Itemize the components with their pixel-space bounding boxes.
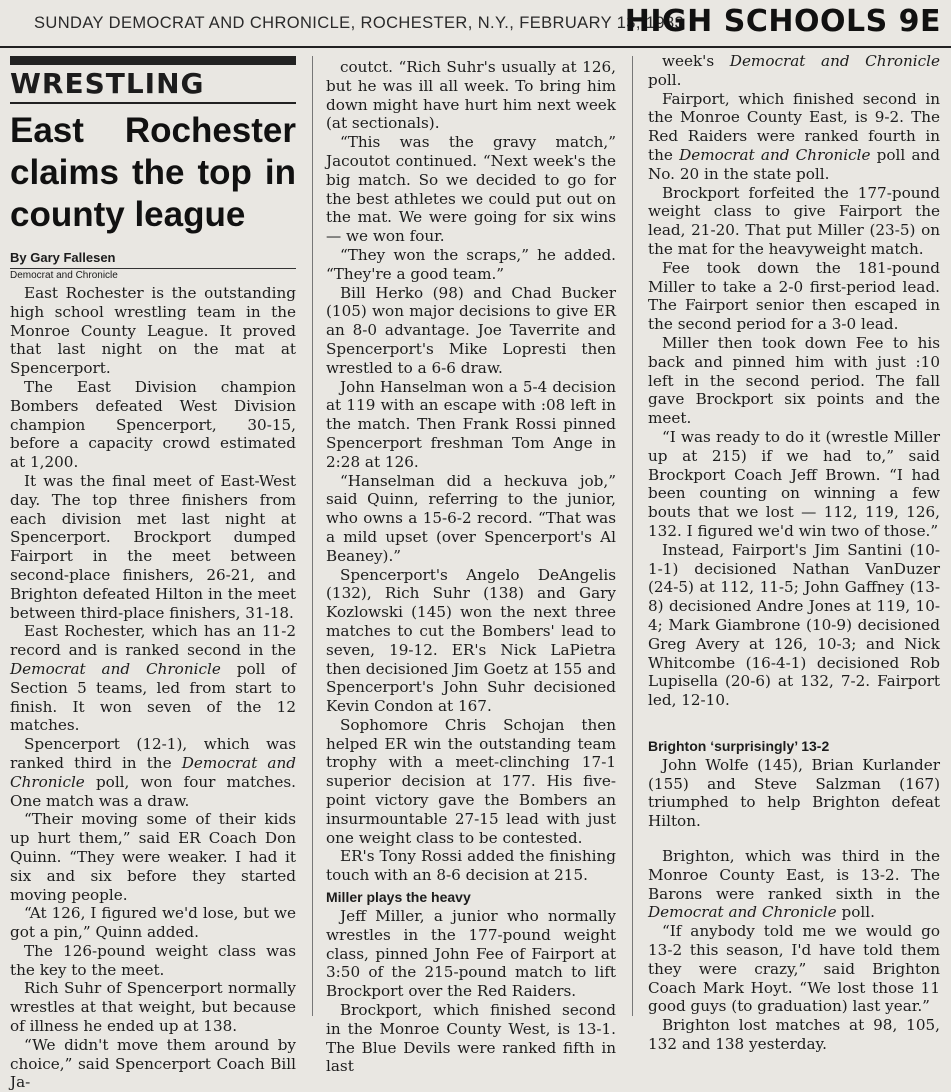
paragraph: John Hanselman won a 5-4 decision at 119 with an escape with :08 left in the match. Then Frank Rossi pinned Spencerport freshman Tom Ange in 2:28 at 126. xyxy=(326,377,616,471)
paragraph: “Hanselman did a heckuva job,” said Quinn, referring to the junior, who owns a 15-6-2 record. “That was a mild upset (over Spencerport's Al Beaney).” xyxy=(326,471,616,565)
kicker: WRESTLING xyxy=(10,68,296,104)
column-rule xyxy=(312,56,313,1016)
paragraph: “Their moving some of their kids up hurt them,” said ER Coach Don Quinn. “They were weaker. I had it six and six before they started moving people. xyxy=(10,810,296,904)
spacer xyxy=(648,831,940,847)
paragraphs xyxy=(648,756,940,831)
paragraph: John Wolfe (145), Brian Kurlander (155) and Steve Salzman (167) triumphed to help Brighton defeat Hilton. xyxy=(648,755,940,831)
paragraph: coutct. “Rich Suhr's usually at 126, but he was ill all week. To bring him down might have hurt him next week (at sectionals). xyxy=(326,58,616,133)
subhead-brighton: Brighton ‘surprisingly’ 13-2 xyxy=(648,737,830,754)
paragraphs xyxy=(648,847,940,1054)
paragraph: “They won the scraps,” he added. “They're a good team.” xyxy=(326,245,616,283)
paragraph: East Rochester, which has an 11-2 record and is ranked second in the Democrat and Chronicle poll of Section 5 teams, led from start to finish. It won seven of the 12 matches. xyxy=(10,622,296,735)
column-rule xyxy=(632,56,633,1016)
paragraph: It was the final meet of East-West day. The top three finishers from each division met last night at Spencerport. Brockport dumped Fairport in the meet between second-place finishers, 26-21, and Brighton defeated Hilton in the meet between third-place finishers, 31-18. xyxy=(10,471,296,622)
paragraph: Brockport forfeited the 177-pound weight class to give Fairport the lead, 21-20. That put Miller (23-5) on the mat for the heavyweight match. xyxy=(648,183,940,258)
paragraph: Jeff Miller, a junior who normally wrestles in the 177-pound weight class, pinned John Fee of Fairport at 3:50 of the 215-pound match to lift Brockport over the Red Raiders. xyxy=(326,907,616,1001)
paragraph: “I was ready to do it (wrestle Miller up at 215) if we had to,” said Brockport Coach Jeff Brown. “I had been counting on winning a few bouts that we lost — 112, 119, 126, 132. I figured we'd win two of those.” xyxy=(648,427,940,540)
paragraph: Brockport, which finished second in the Monroe County West, is 13-1. The Blue Devils were ranked fifth in last xyxy=(326,1001,616,1076)
dateline: SUNDAY DEMOCRAT AND CHRONICLE, ROCHESTER, N.Y., FEBRUARY 13, 1983 xyxy=(34,14,685,32)
paragraph: Miller then took down Fee to his back and pinned him with just :10 left in the second period. The fall gave Brockport six points and the meet. xyxy=(648,333,940,428)
paragraph: The 126-pound weight class was the key to the meet. xyxy=(10,941,296,979)
article-column-1 xyxy=(10,56,296,1092)
spacer xyxy=(648,710,940,734)
paragraphs xyxy=(648,52,940,710)
masthead xyxy=(0,0,951,48)
section-title: HIGH SCHOOLS 9E xyxy=(624,4,941,39)
paragraphs xyxy=(326,58,616,885)
subhead-miller: Miller plays the heavy xyxy=(326,889,471,906)
paragraph: Spencerport's Angelo DeAngelis (132), Rich Suhr (138) and Gary Kozlowski (145) won the next three matches to cut the Bombers' lead to seven, 19-12. ER's Nick LaPietra then decisioned Jim Goetz at 155 and Spencerport's John Suhr decisioned Kevin Condon at 167. xyxy=(326,565,616,716)
paragraph: “We didn't move them around by choice,” said Spencerport Coach Bill Ja- xyxy=(10,1035,296,1092)
byline-credit: Democrat and Chronicle xyxy=(10,268,296,282)
kicker-bar xyxy=(10,56,296,65)
paragraph: Instead, Fairport's Jim Santini (10-1-1) decisioned Nathan VanDuzer (24-5) at 112, 11-5; John Gaffney (13-8) decisioned Andre Jones at 119, 10-4; Mark Giambrone (10-9) decisioned Greg Avery at 126, 10-3; and Nick Whitcombe (16-4-1) decisioned Rob Lupisella (20-6) at 132, 7-2. Fairport led, 12-10. xyxy=(648,540,940,710)
paragraph: Sophomore Chris Schojan then helped ER win the outstanding team trophy with a meet-clinching 17-1 superior decision at 177. His five-point victory gave the Bombers an insurmountable 27-15 lead with just one weight class to be contested. xyxy=(326,715,616,847)
paragraph: ER's Tony Rossi added the finishing touch with an 8-6 decision at 215. xyxy=(326,847,616,885)
paragraph: Fee took down the 181-pound Miller to take a 2-0 first-period lead. The Fairport senior then escaped in the second period for a 3-0 lead. xyxy=(648,258,940,334)
paragraph: “If anybody told me we would go 13-2 this season, I'd have told them they were crazy,” said Brighton Coach Mark Hoyt. “We lost those 11 good guys (to graduation) last year.” xyxy=(648,922,940,1016)
paragraph: “At 126, I figured we'd lose, but we got a pin,” Quinn added. xyxy=(10,904,296,942)
paragraph: Fairport, which finished second in the Monroe County East, is 9-2. The Red Raiders were ranked fourth in the Democrat and Chronicle poll and No. 20 in the state poll. xyxy=(648,89,941,183)
headline: East Rochester claims the top in county league xyxy=(10,111,296,234)
paragraph: Brighton lost matches at 98, 105, 132 and 138 yesterday. xyxy=(648,1016,940,1054)
article-column-2 xyxy=(326,58,616,1076)
paragraph: Rich Suhr of Spencerport normally wrestles at that weight, but because of illness he ended up at 138. xyxy=(10,979,296,1036)
paragraph: East Rochester is the outstanding high school wrestling team in the Monroe County League. It proved that last night on the mat at Spencerport. xyxy=(10,284,296,378)
paragraphs xyxy=(10,284,296,1092)
paragraphs xyxy=(326,907,616,1076)
byline: By Gary Fallesen xyxy=(10,250,116,265)
paragraph: The East Division champion Bombers defeated West Division champion Spencerport, 30-15, before a capacity crowd estimated at 1,200. xyxy=(10,377,296,472)
paragraph: week's Democrat and Chronicle poll. xyxy=(648,52,940,89)
paragraph: Spencerport (12-1), which was ranked third in the Democrat and Chronicle poll, won four matches. One match was a draw. xyxy=(10,735,296,810)
paragraph: Brighton, which was third in the Monroe County East, is 13-2. The Barons were ranked sixth in the Democrat and Chronicle poll. xyxy=(648,847,940,922)
article-column-3 xyxy=(648,52,941,1054)
paragraph: Bill Herko (98) and Chad Bucker (105) won major decisions to give ER an 8-0 advantage. Joe Taverrite and Spencerport's Mike Lopresti then wrestled to a 6-6 draw. xyxy=(326,283,616,377)
paragraph: “This was the gravy match,” Jacoutot continued. “Next week's the big match. So we decided to go for the best athletes we could put out on the mat. We were going for six wins — we won four. xyxy=(326,133,616,246)
